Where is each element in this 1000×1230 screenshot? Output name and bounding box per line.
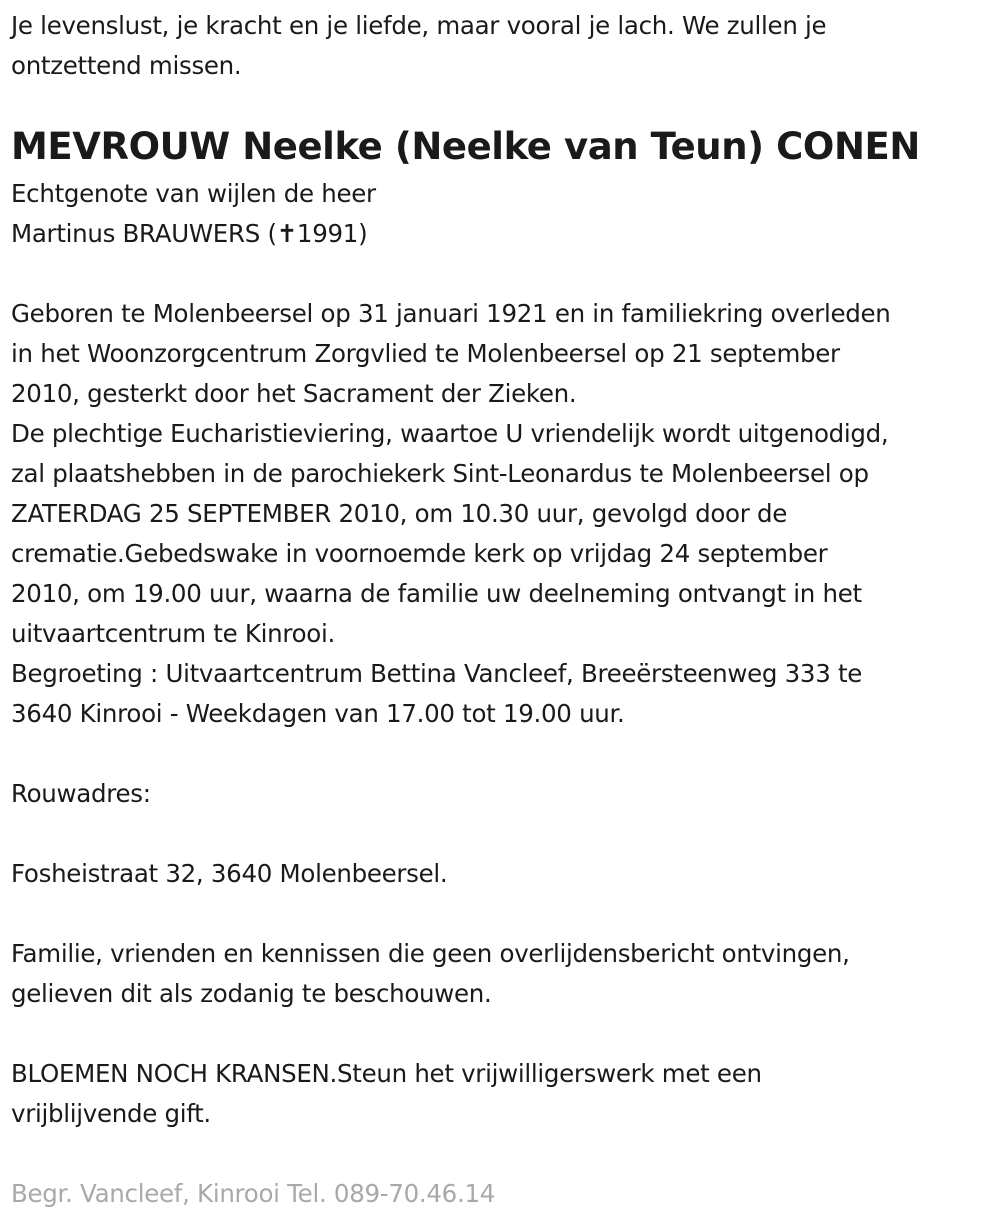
announcement-line: crematie.Gebedswake in voornoemde kerk op vrijdag 24 september (11, 539, 828, 568)
deceased-name: MEVROUW Neelke (Neelke van Teun) CONEN (11, 125, 920, 168)
spouse-line-2: Martinus BRAUWERS (✝1991) (11, 219, 368, 248)
announcement-line: 3640 Kinrooi - Weekdagen van 17.00 tot 19.00 uur. (11, 699, 625, 728)
announcement-line: 2010, om 19.00 uur, waarna de familie uw deelneming ontvangt in het (11, 579, 862, 608)
mourning-address: Fosheistraat 32, 3640 Molenbeersel. (11, 859, 448, 888)
flowers-section (11, 1054, 762, 1134)
intro-line-2: ontzettend missen. (11, 51, 242, 80)
announcement-line: 2010, gesterkt door het Sacrament der Zieken. (11, 379, 577, 408)
announcement-line: in het Woonzorgcentrum Zorgvlied te Molenbeersel op 21 september (11, 339, 840, 368)
announcement-line: uitvaartcentrum te Kinrooi. (11, 619, 335, 648)
announcement-line: Begroeting : Uitvaartcentrum Bettina Vancleef, Breeërsteenweg 333 te (11, 659, 863, 688)
intro-line-1: Je levenslust, je kracht en je liefde, maar vooral je lach. We zullen je (11, 11, 827, 40)
funeral-home-footer: Begr. Vancleef, Kinrooi Tel. 089-70.46.14 (11, 1179, 496, 1208)
flowers-line-1: BLOEMEN NOCH KRANSEN.Steun het vrijwilligerswerk met een (11, 1059, 762, 1088)
announcement-line: zal plaatshebben in de parochiekerk Sint-Leonardus te Molenbeersel op (11, 459, 869, 488)
announcement-line: De plechtige Eucharistieviering, waartoe U vriendelijk wordt uitgenodigd, (11, 419, 889, 448)
flowers-line-2: vrijblijvende gift. (11, 1099, 211, 1128)
announcement-section (11, 294, 891, 734)
notice-section (11, 934, 850, 1014)
notice-line-1: Familie, vrienden en kennissen die geen overlijdensbericht ontvingen, (11, 939, 850, 968)
notice-line-2: gelieven dit als zodanig te beschouwen. (11, 979, 492, 1008)
spouse-line-1: Echtgenote van wijlen de heer (11, 179, 376, 208)
announcement-line: Geboren te Molenbeersel op 31 januari 1921 en in familiekring overleden (11, 299, 891, 328)
announcement-line: ZATERDAG 25 SEPTEMBER 2010, om 10.30 uur, gevolgd door de (11, 499, 788, 528)
address-label: Rouwadres: (11, 779, 151, 808)
spouse-section (11, 174, 376, 254)
